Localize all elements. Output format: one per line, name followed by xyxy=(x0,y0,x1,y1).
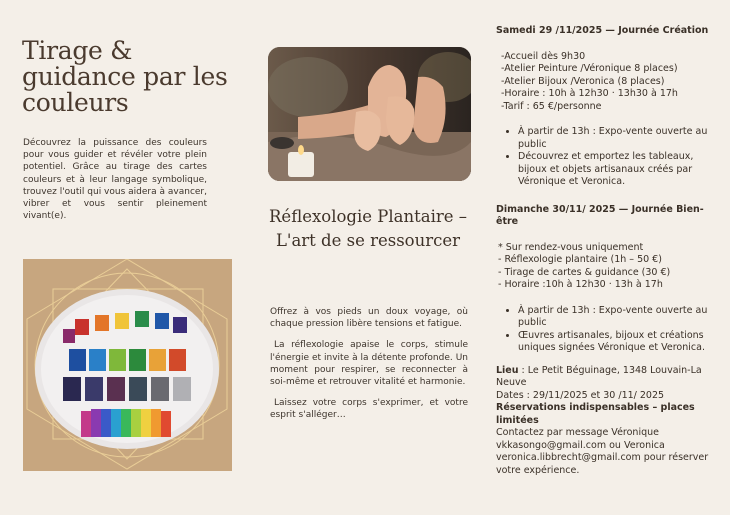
list-item: • Œuvres artisanales, bijoux et créations uniques signées Véronique et Veronica. xyxy=(518,330,718,355)
contact-info: Contactez par message Véronique vkkasongo@gmail.com ou Veronica veronica.libbrecht@gmail.com pour réserver votre expérience. xyxy=(496,427,709,476)
reflexology-title-line2: L'art de se ressourcer xyxy=(275,231,461,250)
list-item: * Sur rendez-vous uniquement xyxy=(498,241,644,253)
list-item: - Horaire :10h à 12h30 · 13h à 17h xyxy=(498,279,663,290)
page-title: Tirage & guidance par les couleurs xyxy=(22,36,228,117)
reflexology-title xyxy=(262,205,474,253)
program-column xyxy=(496,25,718,477)
reflexology-paragraph-1: Offrez à vos pieds un doux voyage, où chaque pression libère tensions et fatigue. xyxy=(270,307,468,330)
reflexology-paragraph-2: La réflexologie apaise le corps, stimule l'énergie et invite à la détente profonde. Un moment pour respirer, se reconnecter à soi-même et retrouver vitalité et harmonie. xyxy=(270,340,468,388)
list-item: -Atelier Bijoux /Veronica (8 places) xyxy=(501,75,665,87)
list-item: -Atelier Peinture /Véronique 8 places) xyxy=(501,63,678,74)
reservation-notice: Réservations indispensables – places limitées xyxy=(496,402,695,426)
color-cards-image xyxy=(23,259,232,471)
reflexology-title-line1: Réflexologie Plantaire – xyxy=(269,207,467,226)
list-item: • À partir de 13h : Expo-vente ouverte au public xyxy=(518,126,718,151)
saturday-bullets xyxy=(496,126,718,189)
reflexology-paragraph-3: Laissez votre corps s'exprimer, et votre esprit s'alléger… xyxy=(270,398,468,421)
list-item: - Tirage de cartes & guidance (30 €) xyxy=(498,266,671,278)
saturday-heading: Samedi 29 /11/2025 — Journée Création xyxy=(496,25,709,36)
sunday-heading: Dimanche 30/11/ 2025 — Journée Bien-être xyxy=(496,203,704,227)
location-label: Lieu xyxy=(496,364,519,376)
saturday-program xyxy=(496,51,718,114)
list-item: • Découvrez et emportez les tableaux, bijoux et objets artisanaux créés par Véronique et Veronica. xyxy=(518,151,718,189)
location xyxy=(496,365,718,390)
dates: Dates : 29/11/2025 et 30 /11/ 2025 xyxy=(496,389,665,401)
list-item: -Tarif : 65 €/personne xyxy=(501,100,602,112)
foot-massage-image xyxy=(268,47,471,181)
reflexology-text xyxy=(270,306,468,431)
sunday-bullets xyxy=(496,305,718,355)
list-item: -Horaire : 10h à 12h30 · 13h30 à 17h xyxy=(501,88,678,99)
list-item: • À partir de 13h : Expo-vente ouverte au public xyxy=(518,305,718,330)
location-text: : Le Petit Béguinage, 1348 Louvain-La Neuve xyxy=(496,364,702,388)
intro-paragraph: Découvrez la puissance des couleurs pour vous guider et révéler votre plein potentiel. Grâce au tirage des cartes couleurs et à leur langage symbolique, trouvez l'outil qui vous aidera à avancer, vibrer et vous sentir pleinement vivant(e). xyxy=(23,138,207,222)
list-item: -Accueil dès 9h30 xyxy=(501,50,586,62)
list-item: - Réflexologie plantaire (1h – 50 €) xyxy=(498,254,662,265)
sunday-program xyxy=(496,242,718,292)
